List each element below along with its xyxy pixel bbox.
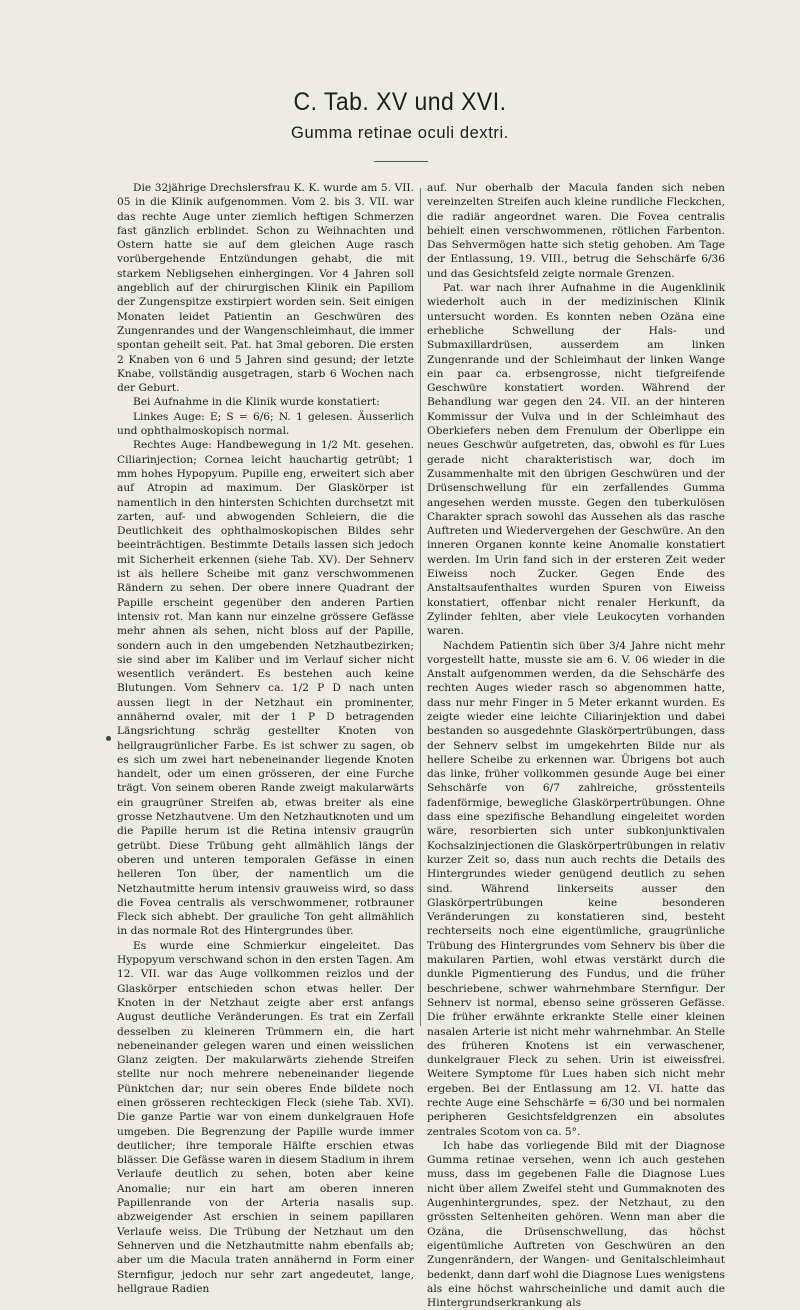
paragraph: Die 32jährige Drechslersfrau K. K. wurde am 5. VII. 05 in die Klinik aufgenommen. Vom 2. bis 3. VII. war das rechte Auge unter ziemlich heftigen Schmerzen fast gänzlich erblindet. Schon zu Weihnachten und Ostern hatte sie auf dem gleichen Auge rasch vorübergehende Entzündungen gehabt, die mit starkem Nebligsehen einhergingen. Vor 4 Jahren soll angeblich auf der chirurgischen Klinik ein Papillom der Zungenspitze exstirpiert worden sein. Seit einigen Monaten leidet Patientin an Geschwüren des Zungenrandes und der Wangenschleimhaut, die immer spontan geheilt seit. Pat. hat 3mal geboren. Die ersten 2 Knaben von 6 und 5 Jahren sind gesund; der letzte Knabe, vollständig ausgetragen, starb 6 Wochen nach der Geburt. xyxy=(117,182,414,395)
paragraph: Bei Aufnahme in die Klinik wurde konstatiert: xyxy=(133,396,380,409)
paragraph: Ich habe das vorliegende Bild mit der Diagnose Gumma retinae versehen, wenn ich auch gestehen muss, dass im gegebenen Falle die Diagnose Lues nicht über allem Zweifel steht und Gummaknoten des Augenhintergrundes, spez. der Netzhaut, zu den grössten Seltenheiten gehören. Wenn man aber die Ozäna, die Drüsenschwellung, das höchst eigentümliche Auftreten von Geschwüren an den Zungenrändern, der Wangen- und Genitalschleimhaut bedenkt, dann darf wohl die Diagnose Lues wenigstens als eine höchst wahrscheinliche und damit auch die Hintergrundserkrankung als xyxy=(427,1139,725,1310)
paragraph: Nachdem Patientin sich über 3/4 Jahre nicht mehr vorgestellt hatte, musste sie am 6. V. 06 wieder in die Anstalt aufgenommen werden, da die Sehschärfe des rechten Auges wieder rasch so abgenommen hatte, dass nur mehr Finger in 5 Meter erkannt wurden. Es zeigte wieder eine leichte Ciliarinjektion und dabei bestanden so ausgedehnte Glaskörpertrübungen, dass der Sehnerv selbst im umgekehrten Bilde nur als hellere Scheibe zu erkennen war. Übrigens bot auch das linke, früher vollkommen gesunde Auge bei einer Sehschärfe von 6/7 zahlreiche, grösstenteils fadenförmige, bewegliche Glaskörpertrübungen. Ohne dass eine spezifische Behandlung eingeleitet worden wäre, resorbierten sich unter subkonjunktivalen Kochsalzinjectionen die Glaskörpertrübungen in relativ kurzer Zeit so, dass nun auch rechts die Details des Hintergrundes wieder genügend deutlich zu sehen sind. Während linkerseits ausser den Glaskörpertrübungen keine besonderen Veränderungen zu konstatieren sind, besteht rechterseits noch eine eigentümliche, graugrünliche Trübung des Hintergrundes vom Sehnerv bis über die makularen Partien, wohl etwas verstärkt durch die dunkle Pigmentierung des Fundus, und die früher beschriebene, schwer wahrnehmbare Sternfigur. Der Sehnerv ist normal, ebenso seine grösseren Gefässe. Die früher erwähnte erkrankte Stelle einer kleinen nasalen Arterie ist nicht mehr wahrnehmbar. An Stelle des früheren Knotens ist ein verwaschener, dunkelgrauer Fleck zu sehen. Urin ist eiweissfrei. Weitere Symptome für Lues haben sich nicht mehr ergeben. Bei der Entlassung am 12. VI. hatte das rechte Auge eine Sehschärfe = 6/30 und bei normalen peripheren Gesichtsfeldgrenzen ein absolutes zentrales Scotom von ca. 5°. xyxy=(427,639,725,1138)
margin-dot xyxy=(106,736,111,741)
paragraph: Pat. war nach ihrer Aufnahme in die Augenklinik wiederholt auch in der medizinischen Klinik untersucht worden. Es konnten neben Ozäna eine erhebliche Schwellung der Hals- und Submaxillardrüsen, ausserdem am linken Zungenrande und der Schleimhaut der linken Wange ein paar ca. erbsengrosse, nicht tiefgreifende Geschwüre konstatiert worden. Während der Behandlung war gegen den 24. VII. an der hinteren Kommissur der Vulva und in der Schleimhaut des Oberkiefers neben dem Frenulum der Oberlippe ein neues Geschwür aufgetreten, das, obwohl es für Lues gerade nicht charakteristisch war, doch im Zusammenhalte mit den übrigen Geschwüren und der Drüsenschwellung für ein zerfallendes Gumma angesehen werden musste. Gegen den tuberkulösen Charakter sprach sowohl das Aussehen als das rasche Auftreten und Wiedervergehen der Geschwüre. An den inneren Organen konnte keine Anomalie konstatiert werden. Im Urin fand sich in der ersteren Zeit weder Eiweiss noch Zucker. Gegen Ende des Anstaltsaufenthaltes wurden Spuren von Eiweiss konstatiert, offenbar nicht renaler Herkunft, da Zylinder fehlten, aber viele Leukocyten vorhanden waren. xyxy=(427,282,725,638)
paragraph: Es wurde eine Schmierkur eingeleitet. Das Hypopyum verschwand schon in den ersten Tagen. Am 12. VII. war das Auge vollkommen reizlos und der Glaskörper entschieden schon etwas heller. Der Knoten in der Netzhaut zeigte aber erst anfangs August deutliche Veränderungen. Es trat ein Zerfall desselben zu kleineren Trümmern ein, die hart nebeneinander gelegen waren und einen weisslichen Glanz zeigten. Der makularwärts ziehende Streifen stellte nur noch mehrere nebeneinander liegende Pünktchen dar; nur sein oberes Ende bildete noch einen grösseren rechteckigen Fleck (siehe Tab. XVI). Die ganze Partie war von einem dunkelgrauen Hofe umgeben. Die Begrenzung der Papille wurde immer deutlicher; ihre temporale Hälfte erschien etwas blässer. Die Gefässe waren in diesem Stadium in ihrem Verlaufe deutlich zu sehen, boten aber keine Anomalie; nur ein hart am oberen inneren Papillenrande von der Arteria nasalis sup. abzweigender Ast erschien in seinem papillaren Verlaufe weiss. Die Trübung der Netzhaut um den Sehnerven und die Netzhautmitte nahm ebenfalls ab; aber um die Macula traten annähernd in Form einer Sternfigur, jedoch nur sehr zart angedeutet, lange, hellgraue Radien xyxy=(117,939,414,1295)
paragraph: Linkes Auge: E; S = 6/6; N. 1 gelesen. Äusserlich und ophthalmoskopisch normal. xyxy=(117,410,414,438)
page-subtitle: Gumma retinae oculi dextri. xyxy=(291,124,509,142)
title-divider xyxy=(374,161,428,162)
paragraph: Rechtes Auge: Handbewegung in 1/2 Mt. gesehen. Ciliarinjection; Cornea leicht hauchartig getrübt; 1 mm hohes Hypopyum. Pupille eng, erweitert sich aber auf Atropin ad maximum. Der Glaskörper ist namentlich in den hintersten Schichten durchsetzt mit zarten, auf- und abwogenden Schleiern, die die Deutlichkeit des ophthalmoskopischen Bildes sehr beeinträchtigen. Bestimmte Details lassen sich jedoch mit Sicherheit erkennen (siehe Tab. XV). Der Sehnerv ist als hellere Scheibe mit ganz verschwommenen Rändern zu sehen. Der obere innere Quadrant der Papille erscheint gegenüber den anderen Partien intensiv rot. Man kann nur einzelne grössere Gefässe mehr ahnen als sehen, nicht bloss auf der Papille, sondern auch in den umgebenden Netzhautbezirken; sie sind aber im Kaliber und im Verlauf sicher nicht wesentlich verändert. Es bestehen auch keine Blutungen. Vom Sehnerv ca. 1/2 P D nach unten aussen liegt in der Netzhaut ein prominenter, annähernd ovaler, mit der 1 P D betragenden Längsrichtung schräg gestellter Knoten von hellgraugrünlicher Farbe. Es ist schwer zu sagen, ob es sich um zwei hart nebeneinander liegende Knoten handelt, oder um einen grösseren, der eine Furche trägt. Von seinem oberen Rande zweigt makularwärts ein graugrüner Streifen ab, etwas breiter als eine grosse Netzhautvene. Um den Netzhautknoten und um die Papille herum ist die Retina intensiv graugrün getrübt. Diese Trübung geht allmählich längs der oberen und unteren temporalen Gefässe in einen helleren Ton über, der namentlich um die Netzhautmitte herum intensiv grauweiss wird, so dass die Fovea centralis als verschwommener, rotbrauner Fleck sich abhebt. Der grauliche Ton geht allmählich in das normale Rot des Hintergrundes über. xyxy=(117,439,414,938)
column-divider xyxy=(420,188,421,1026)
page-title: C. Tab. XV und XVI. xyxy=(293,88,507,116)
right-column xyxy=(427,181,725,1310)
paragraph: auf. Nur oberhalb der Macula fanden sich neben vereinzelten Streifen auch kleine rundliche Fleckchen, die radiär angeordnet waren. Die Fovea centralis behielt einen verschwommenen, rötlichen Farbenton. Das Sehvermögen hatte sich stetig gehoben. Am Tage der Entlassung, 19. VIII., betrug die Sehschärfe 6/36 und das Gesichtsfeld zeigte normale Grenzen. xyxy=(427,182,725,280)
left-column xyxy=(117,181,414,1295)
